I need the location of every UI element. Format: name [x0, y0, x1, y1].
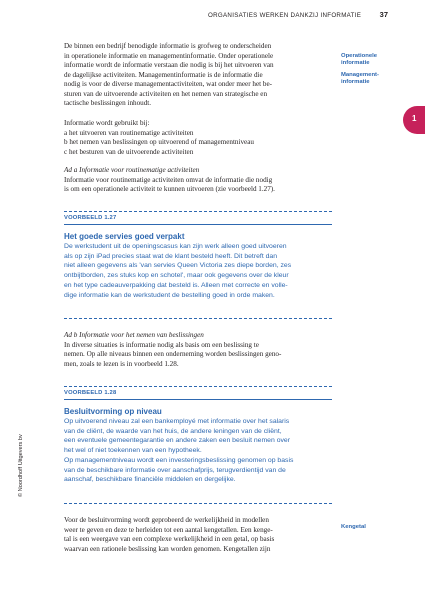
section-heading: Ad a Informatie voor routinematige activiteiten	[64, 166, 200, 174]
example-box-1-27	[64, 211, 332, 300]
text-line: tactische beslissingen inhoudt.	[64, 99, 152, 108]
text-line: tal is een weergave van een complexe werkelijkheid in een getal, op basis	[64, 535, 275, 544]
margin-note-managementinformatie	[341, 72, 401, 86]
text-line: het wel of niet toekennen van een hypotheek.	[64, 447, 202, 455]
closing-paragraph	[64, 516, 332, 554]
usage-list	[64, 119, 332, 157]
chapter-number: 1	[412, 114, 417, 123]
dashed-divider	[64, 318, 332, 319]
text-line: Op uitvoerend niveau zal een bankemployé met informatie over het salaris	[64, 418, 290, 425]
margin-note-line: Kengetal	[341, 524, 366, 530]
running-header	[208, 10, 388, 22]
text-line: als op zijn iPad precies staat wat de klant besteld heeft. Dit betreft dan	[64, 252, 278, 260]
text-line: informatie wordt de informatie verstaan die nodig is bij het uitvoeren van	[64, 61, 274, 70]
text-line: ontbijtborden, zes stuks kop en schotel', maar ook gegevens over de kleur	[64, 272, 289, 280]
dashed-divider	[64, 503, 332, 504]
example-title: Het goede servies goed verpakt	[64, 232, 185, 241]
chapter-tab	[403, 106, 425, 134]
text-line: weer te geven en deze te herleiden tot een aantal kengetallen. Een kenge-	[64, 525, 273, 534]
list-item: a het uitvoeren van routinematige activiteiten	[64, 128, 194, 137]
example-rule	[64, 224, 332, 225]
text-line: niet alleen gegevens als 'van servies Queen Victoria zes diepe borden, zes	[64, 262, 292, 270]
margin-note-line: Operationele	[341, 53, 378, 59]
example-rule	[64, 399, 332, 400]
section-heading: Ad b Informatie voor het nemen van beslissingen	[64, 331, 204, 339]
text-line: nodig is voor de diverse managementactiviteiten, wat onder meer het be-	[64, 80, 272, 89]
text-line: is om een operationele activiteit te kunnen uitvoeren (zie voorbeeld 1.27).	[64, 185, 275, 194]
text-line: men, zoals te lezen is in voorbeeld 1.28.	[64, 359, 179, 368]
text-line: In diverse situaties is informatie nodig als basis om een beslissing te	[64, 340, 259, 349]
example-body	[64, 417, 332, 485]
margin-note-line: informatie	[341, 60, 370, 67]
header-title: ORGANISATIES WERKEN DANKZIJ INFORMATIE	[208, 12, 362, 19]
text-line: aanschaf, beschikbare financiële middelen en dergelijke.	[64, 476, 236, 484]
example-label: VOORBEELD 1.27	[64, 215, 117, 221]
text-line: De binnen een bedrijf benodigde informatie is grofweg te onderscheiden	[64, 42, 272, 50]
text-line: de dagelijkse activiteiten. Managementinformatie is de informatie die	[64, 70, 263, 79]
example-body	[64, 242, 332, 300]
text-line: De werkstudent uit de openingscasus kan zijn werk alleen goed uitvoeren	[64, 243, 287, 250]
text-line: dige informatie kan de werkstudent de bestelling goed in orde maken.	[64, 291, 275, 299]
margin-note-line: informatie	[341, 79, 370, 86]
text-line: en het type cadeauverpakking dat besteld is. Alleen met correcte en volle-	[64, 281, 288, 289]
text-line: sturen van de uitvoerende activiteiten en het nemen van strategische en	[64, 89, 268, 98]
margin-note-operationele-informatie	[341, 53, 401, 67]
page-number: 37	[379, 10, 388, 19]
text-line: Informatie voor routinematige activiteiten omvat de informatie die nodig	[64, 175, 273, 184]
section-ad-a	[64, 166, 332, 195]
example-title: Besluitvorming op niveau	[64, 407, 162, 416]
text-line: Op managementniveau wordt een investeringsbeslissing genomen op basis	[64, 456, 294, 464]
dashed-divider	[64, 386, 332, 387]
margin-note-kengetal	[341, 524, 401, 531]
example-label: VOORBEELD 1.28	[64, 390, 117, 396]
list-intro: Informatie wordt gebruikt bij:	[64, 119, 150, 127]
text-line: een eventuele gemeentegarantie en andere zaken een besluit nemen over	[64, 437, 291, 445]
intro-paragraph	[64, 42, 332, 109]
text-line: waarvan een rationele beslissing kan worden genomen. Kengetallen zijn	[64, 544, 271, 553]
text-line: nemen. Op alle niveaus binnen een onderneming worden beslissingen geno-	[64, 350, 282, 359]
text-line: van de cliënt, de waarde van het huis, de andere leningen van de cliënt,	[64, 427, 282, 435]
section-ad-b	[64, 331, 332, 369]
list-item: b het nemen van beslissingen op uitvoerend of managementniveau	[64, 138, 254, 147]
dashed-divider	[64, 211, 332, 212]
text-line: van de beschikbare informatie over aanschafprijs, terugverdientijd van de	[64, 466, 286, 474]
list-item: c het besturen van de uitvoerende activiteiten	[64, 147, 194, 156]
margin-note-line: Management-	[341, 72, 379, 78]
copyright-text: © Noordhoff Uitgevers bv	[18, 434, 24, 497]
text-line: in operationele informatie en managementinformatie. Onder operationele	[64, 51, 274, 60]
example-box-1-28	[64, 386, 332, 485]
text-line: Voor de besluitvorming wordt geprobeerd de werkelijkheid in modellen	[64, 516, 269, 524]
